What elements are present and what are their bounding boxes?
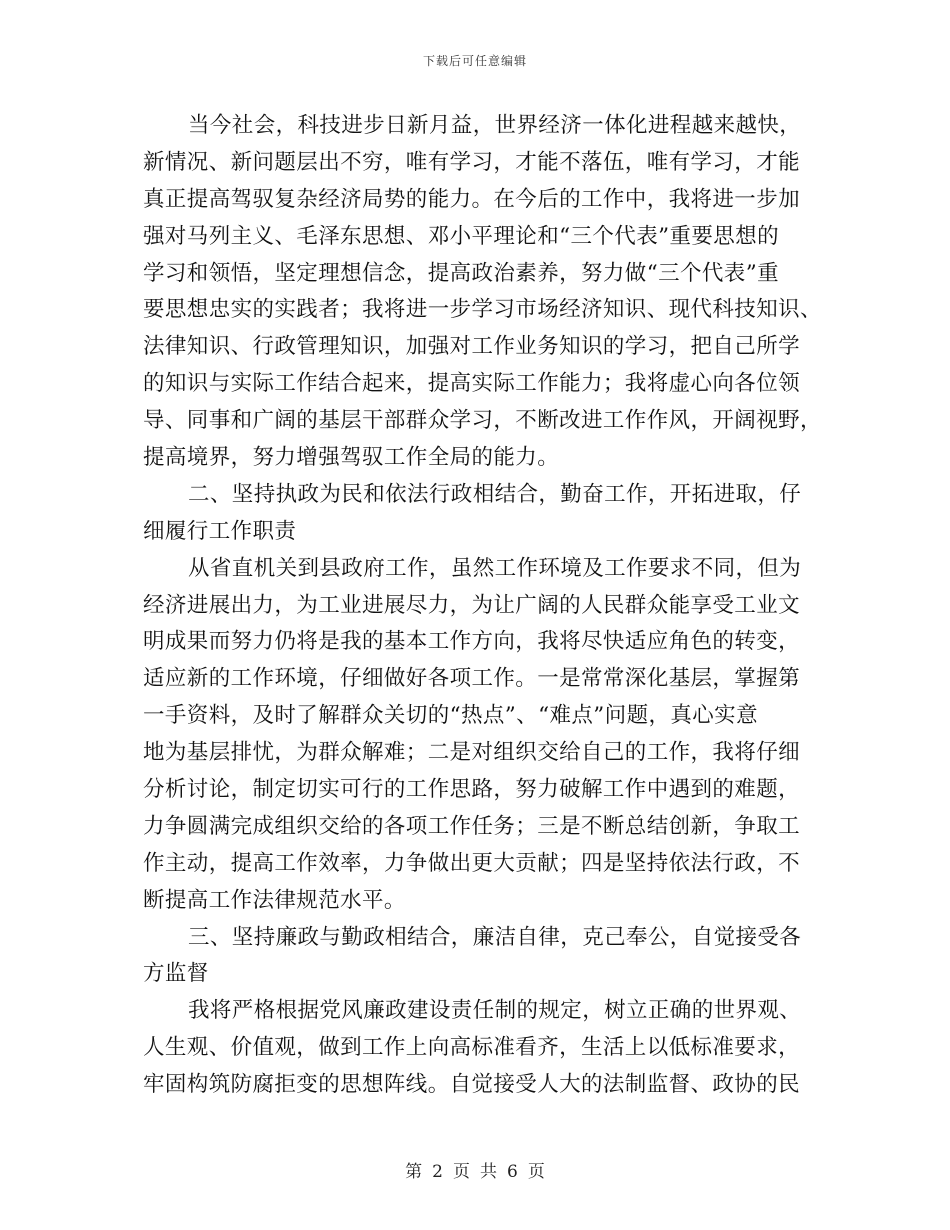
footer-label-suffix: 页 — [527, 1162, 545, 1182]
text-line: 牢固构筑防腐拒变的思想阵线。自觉接受人大的法制监督、政协的民 — [143, 1072, 801, 1098]
text-line: 方监督 — [143, 961, 209, 987]
page-number-footer — [0, 1157, 950, 1182]
text-line: 分析讨论，制定切实可行的工作思路，努力破解工作中遇到的难题， — [143, 777, 801, 803]
footer-label-total: 共 — [480, 1162, 497, 1182]
text-line: 新情况、新问题层出不穷，唯有学习，才能不落伍，唯有学习，才能 — [143, 149, 801, 175]
text-line: 导、同事和广阔的基层干部群众学习，不断改进工作作风，开阔视野， — [143, 408, 822, 434]
text-line: 的知识与实际工作结合起来，提高实际工作能力；我将虚心向各位领 — [143, 371, 801, 397]
text-line: 断提高工作法律规范水平。 — [143, 887, 406, 913]
text-line: 提高境界，努力增强驾驭工作全局的能力。 — [143, 445, 560, 471]
text-line: 要思想忠实的实践者；我将进一步学习市场经济知识、现代科技知识、 — [143, 297, 822, 323]
text-line: 我将严格根据党风廉政建设责任制的规定，树立正确的世界观、 — [188, 998, 802, 1024]
text-line: 一手资料，及时了解群众关切的“热点”、“难点”问题，真心实意 — [143, 703, 758, 729]
text-line: 学习和领悟，坚定理想信念，提高政治素养，努力做“三个代表”重 — [143, 260, 779, 286]
footer-total-pages: 6 — [507, 1162, 518, 1182]
text-line: 细履行工作职责 — [143, 518, 297, 544]
footer-label-page: 页 — [453, 1162, 470, 1182]
text-line: 明成果而努力仍将是我的基本工作方向，我将尽快适应角色的转变， — [143, 629, 801, 655]
text-line: 强对马列主义、毛泽东思想、邓小平理论和“三个代表”重要思想的 — [143, 223, 779, 249]
footer-current-page: 2 — [432, 1162, 443, 1182]
text-line: 人生观、价值观，做到工作上向高标准看齐，生活上以低标准要求， — [143, 1035, 801, 1061]
text-line: 三、坚持廉政与勤政相结合，廉洁自律，克己奉公，自觉接受各 — [188, 924, 802, 950]
text-line: 力争圆满完成组织交给的各项工作任务；三是不断总结创新，争取工 — [143, 813, 801, 839]
text-line: 真正提高驾驭复杂经济局势的能力。在今后的工作中，我将进一步加 — [143, 186, 801, 212]
document-body — [143, 108, 822, 1104]
text-line: 适应新的工作环境，仔细做好各项工作。一是常常深化基层，掌握第 — [143, 666, 801, 692]
footer-label-prefix: 第 — [405, 1162, 423, 1182]
text-line: 从省直机关到县政府工作，虽然工作环境及工作要求不同，但为 — [188, 555, 802, 581]
text-line: 当今社会，科技进步日新月益，世界经济一体化进程越来越快， — [188, 113, 802, 138]
text-line: 作主动，提高工作效率，力争做出更大贡献；四是坚持依法行政，不 — [143, 850, 801, 876]
page-header-note: 下载后可任意编辑 — [422, 54, 527, 68]
text-line: 地为基层排忧，为群众解难；二是对组织交给自己的工作，我将仔细 — [143, 740, 801, 766]
text-line: 二、坚持执政为民和依法行政相结合，勤奋工作，开拓进取，仔 — [188, 481, 802, 507]
text-line: 经济进展出力，为工业进展尽力，为让广阔的人民群众能享受工业文 — [143, 592, 801, 618]
text-line: 法律知识、行政管理知识，加强对工作业务知识的学习，把自己所学 — [143, 334, 801, 360]
